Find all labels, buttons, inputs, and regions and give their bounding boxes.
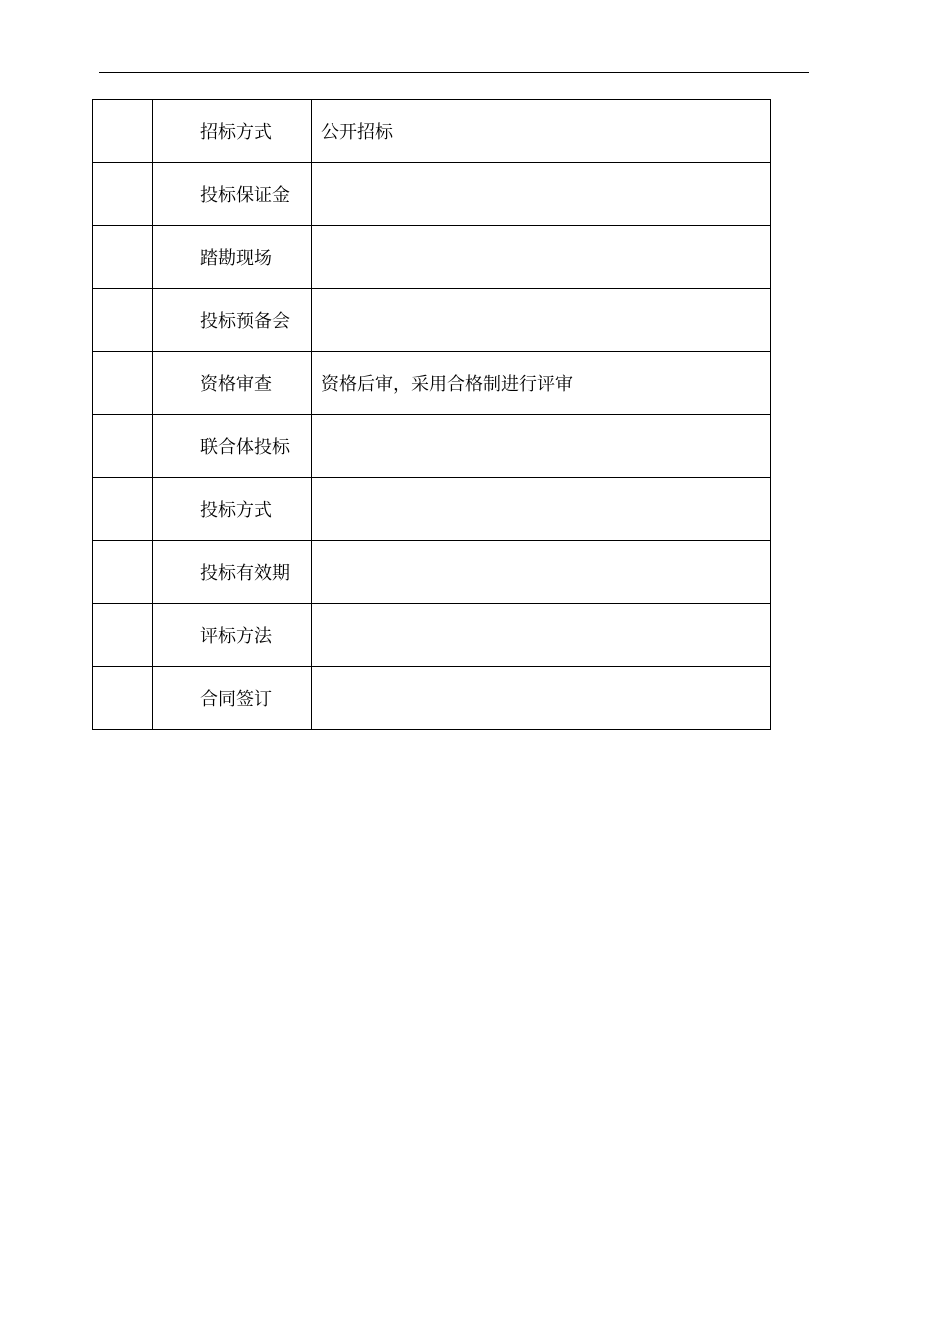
table-row — [93, 604, 771, 667]
row-index-cell — [93, 667, 153, 730]
row-index-cell — [93, 163, 153, 226]
row-value-cell: 资格后审，采用合格制进行评审 — [312, 352, 771, 415]
bidding-info-table — [92, 99, 771, 730]
row-value-cell — [312, 415, 771, 478]
row-value-cell — [312, 604, 771, 667]
row-label-cell: 投标预备会 — [153, 289, 312, 352]
row-label-cell: 踏勘现场 — [153, 226, 312, 289]
row-label-cell: 投标保证金 — [153, 163, 312, 226]
row-value-cell — [312, 541, 771, 604]
row-label-cell: 评标方法 — [153, 604, 312, 667]
table-row — [93, 667, 771, 730]
row-index-cell — [93, 289, 153, 352]
row-label-cell: 投标方式 — [153, 478, 312, 541]
row-index-cell — [93, 352, 153, 415]
row-value-cell — [312, 163, 771, 226]
row-value-cell — [312, 667, 771, 730]
table-row — [93, 226, 771, 289]
row-value-cell — [312, 289, 771, 352]
row-index-cell — [93, 226, 153, 289]
row-value-cell: 公开招标 — [312, 100, 771, 163]
table-row — [93, 352, 771, 415]
row-label-cell: 投标有效期 — [153, 541, 312, 604]
header-rule — [99, 72, 809, 73]
row-index-cell — [93, 541, 153, 604]
row-index-cell — [93, 100, 153, 163]
table-row — [93, 541, 771, 604]
row-index-cell — [93, 478, 153, 541]
row-label-cell: 招标方式 — [153, 100, 312, 163]
table-row — [93, 289, 771, 352]
row-index-cell — [93, 604, 153, 667]
row-value-cell — [312, 226, 771, 289]
table-row — [93, 415, 771, 478]
table-row — [93, 163, 771, 226]
table-row — [93, 478, 771, 541]
row-index-cell — [93, 415, 153, 478]
row-label-cell: 合同签订 — [153, 667, 312, 730]
table-row — [93, 100, 771, 163]
row-value-cell — [312, 478, 771, 541]
row-label-cell: 资格审查 — [153, 352, 312, 415]
row-label-cell: 联合体投标 — [153, 415, 312, 478]
